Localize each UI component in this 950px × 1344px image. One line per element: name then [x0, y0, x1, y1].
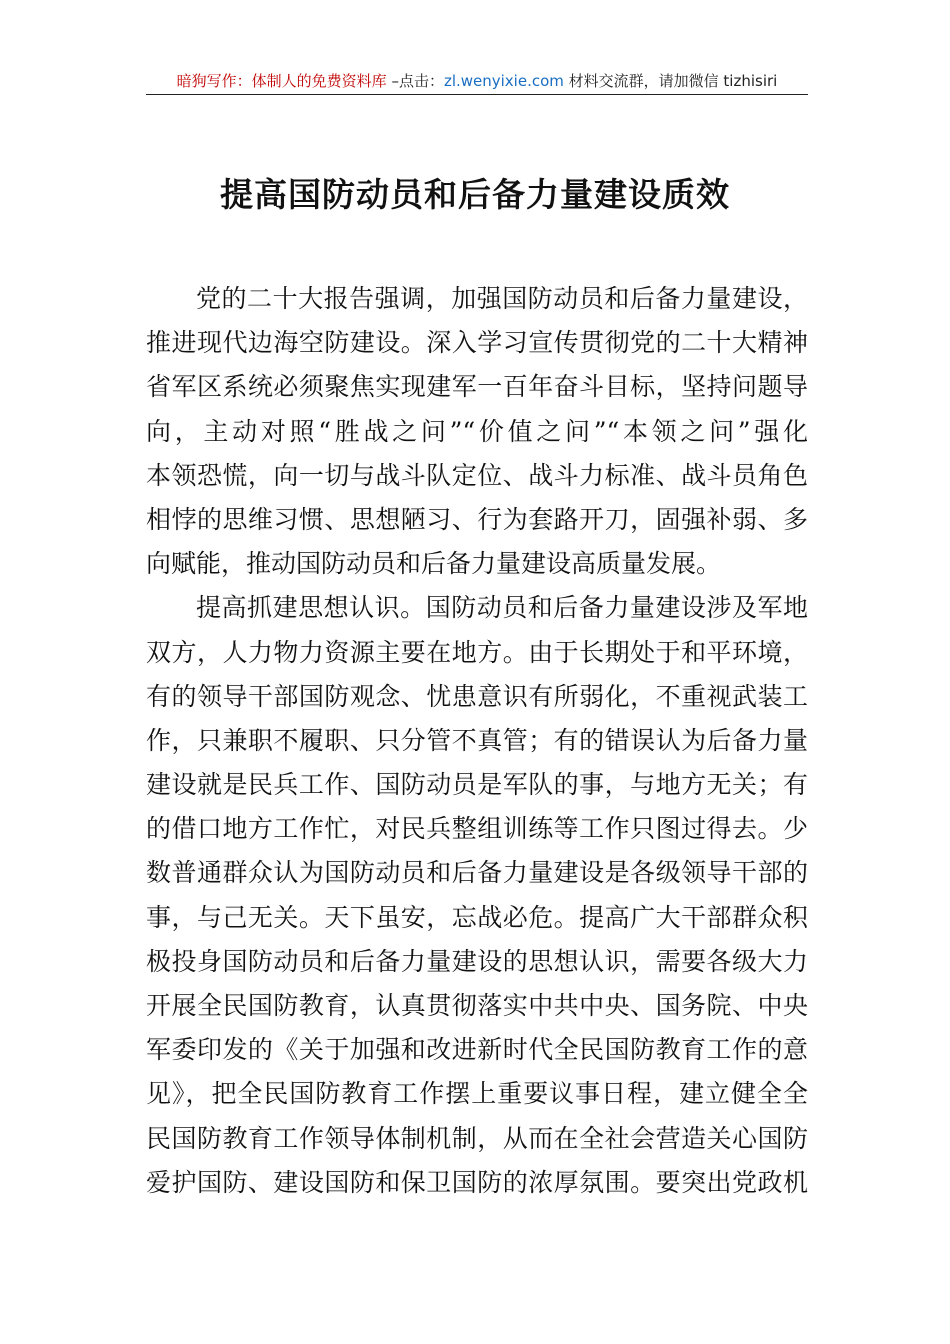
text-line: 建设就是民兵工作、国防动员是军队的事，与地方无关；有 [146, 770, 808, 800]
header-contact-text: 材料交流群，请加微信 tizhisiri [563, 72, 778, 90]
text-line: 相悖的思维习惯、思想陋习、行为套路开刀，固强补弱、多 [146, 504, 808, 534]
header-link[interactable]: zl.wenyixie.com [443, 72, 564, 90]
page-header [146, 68, 808, 94]
text-line: 的借口地方工作忙，对民兵整组训练等工作只图过得去。少 [146, 814, 808, 844]
text-line: 推进现代边海空防建设。深入学习宣传贯彻党的二十大精神 [146, 328, 808, 358]
text-line: 军委印发的《关于加强和改进新时代全民国防教育工作的意 [146, 1035, 808, 1065]
text-line: 作，只兼职不履职、只分管不真管；有的错误认为后备力量 [146, 725, 808, 755]
text-line: 爱护国防、建设国防和保卫国防的浓厚氛围。要突出党政机 [146, 1167, 808, 1197]
text-line: 事，与己无关。天下虽安，忘战必危。提高广大干部群众积 [146, 902, 808, 932]
text-line: 本领恐慌，向一切与战斗队定位、战斗力标准、战斗员角色 [146, 460, 808, 490]
text-line: 向，主动对照“胜战之问”“价值之问”“本领之问”强化 [146, 416, 808, 446]
document-title: 提高国防动员和后备力量建设质效 [220, 175, 730, 214]
header-divider [146, 94, 808, 95]
text-line: 双方，人力物力资源主要在地方。由于长期处于和平环境， [146, 637, 808, 667]
text-line: 开展全民国防教育，认真贯彻落实中共中央、国务院、中央 [146, 991, 808, 1020]
text-line: 党的二十大报告强调，加强国防动员和后备力量建设， [196, 284, 808, 313]
text-line: 向赋能，推动国防动员和后备力量建设高质量发展。 [146, 549, 722, 579]
text-line: 民国防教育工作领导体制机制，从而在全社会营造关心国防 [146, 1123, 808, 1153]
text-line: 提高抓建思想认识。国防动员和后备力量建设涉及军地 [196, 593, 808, 623]
document-body [146, 277, 808, 1205]
text-line: 数普通群众认为国防动员和后备力量建设是各级领导干部的 [146, 858, 808, 888]
paragraph [146, 277, 808, 586]
header-site-name: 暗狗写作：体制人的免费资料库 [176, 72, 387, 90]
text-line: 极投身国防动员和后备力量建设的思想认识，需要各级大力 [146, 946, 808, 976]
paragraph [146, 586, 808, 1205]
text-line: 有的领导干部国防观念、忧患意识有所弱化，不重视武装工 [146, 681, 808, 711]
header-click-label: –点击： [386, 72, 444, 90]
text-line: 见》，把全民国防教育工作摆上重要议事日程，建立健全全 [146, 1079, 808, 1109]
text-line: 省军区系统必须聚焦实现建军一百年奋斗目标，坚持问题导 [146, 372, 808, 402]
